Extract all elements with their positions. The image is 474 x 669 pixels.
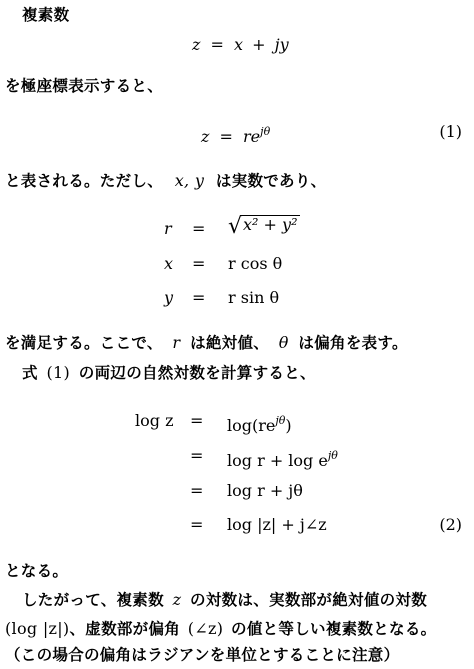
- note-text: （この場合の偏角はラジアンを単位とすることに注意）: [5, 646, 400, 664]
- var-theta: θ: [278, 333, 289, 352]
- equals-sign: =: [219, 127, 233, 146]
- log-row-1-eq: =: [190, 411, 204, 430]
- polar-intro-text: を極座標表示すると、: [5, 77, 164, 95]
- log-intro-b: の両辺の自然対数を計算すると、: [78, 364, 316, 382]
- conclusion-line-2: [5, 619, 436, 639]
- sqrt-icon: √: [228, 214, 243, 239]
- var-z: z: [192, 35, 201, 54]
- log-row-3-rhs: log r + jθ: [227, 481, 303, 500]
- equation-ref-1: (1): [46, 363, 71, 382]
- conclusion-a: したがって、複素数: [22, 591, 164, 609]
- var-z: z: [172, 590, 182, 609]
- log-row-1-rhs: [227, 411, 292, 436]
- log-z-text: log z: [135, 411, 174, 430]
- log-z-lhs: [135, 411, 174, 431]
- log-row-1-main: log(re: [227, 416, 276, 435]
- var-re: re: [243, 127, 261, 146]
- intro-text: 複素数: [22, 6, 70, 24]
- polar-y-eq: =: [192, 288, 206, 307]
- polar-y-lhs: y: [164, 288, 174, 307]
- plus-sign: +: [252, 35, 266, 54]
- log-abs-z: (log |z|): [5, 619, 70, 638]
- meaning-text-c: は偏角を表す。: [298, 334, 408, 352]
- var-z: z: [201, 127, 210, 146]
- definition-equation: [192, 35, 289, 55]
- log-intro-text: [22, 363, 316, 383]
- log-row-4-rhs: log |z| + j∠z: [227, 515, 327, 534]
- log-intro-a: 式: [22, 364, 38, 382]
- conclusion-b: の対数は、実数部が絶対値の対数: [190, 591, 428, 609]
- result-text: となる。: [5, 562, 69, 580]
- where-text-b: は実数であり、: [215, 172, 327, 190]
- var-jy: jy: [274, 35, 289, 54]
- log-row-3-eq: =: [190, 481, 204, 500]
- equation-number-1: (1): [439, 122, 462, 141]
- polar-x-lhs: x: [164, 254, 174, 273]
- conclusion-line-1: [22, 590, 427, 610]
- polar-y-rhs: r sin θ: [228, 288, 280, 307]
- log-row-2-eq: =: [190, 446, 204, 465]
- polar-x-eq: =: [192, 254, 206, 273]
- var-x: x: [234, 35, 244, 54]
- where-text-a: と表される。ただし、: [5, 172, 164, 190]
- meaning-text-a: を満足する。ここで、: [5, 334, 163, 352]
- polar-r-rhs: [228, 214, 300, 239]
- where-text: [5, 171, 326, 191]
- sqrt-radicand: x² + y²: [243, 215, 298, 234]
- polar-r-eq: =: [192, 219, 206, 238]
- meaning-text-b: は絶対値、: [190, 334, 270, 352]
- log-row-1-tail: ): [285, 416, 292, 435]
- conclusion-d: 、虚数部が偏角: [69, 620, 181, 638]
- log-row-1-sup: jθ: [275, 414, 286, 427]
- conclusion-f: の値と等しい複素数となる。: [231, 620, 437, 638]
- equation-number-2: (2): [439, 515, 462, 534]
- polar-x-rhs: r cos θ: [228, 254, 283, 273]
- equals-sign: =: [210, 35, 224, 54]
- angle-z: (∠z): [187, 619, 224, 638]
- log-row-4-eq: =: [190, 515, 204, 534]
- log-row-2-rhs: [227, 446, 338, 471]
- var-r: r: [172, 333, 181, 352]
- equation-1: [201, 122, 270, 147]
- log-row-2-sup: jθ: [327, 449, 338, 462]
- log-row-2-main: log r + log e: [227, 451, 328, 470]
- polar-r-lhs: r: [164, 219, 172, 238]
- vars-x-y: x, y: [174, 171, 205, 190]
- meaning-text: [5, 333, 408, 353]
- exponent-j-theta: jθ: [260, 125, 271, 138]
